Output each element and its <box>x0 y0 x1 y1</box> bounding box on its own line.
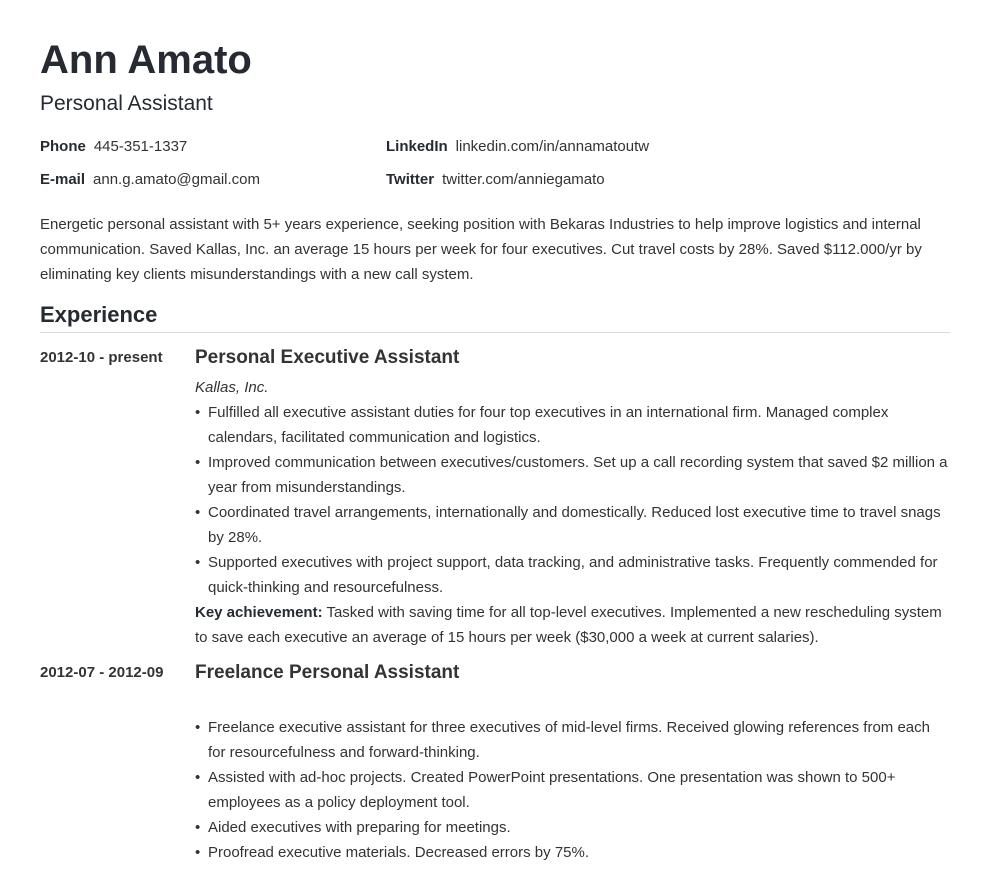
job-title: Personal Executive Assistant <box>195 347 460 368</box>
contact-twitter-value: twitter.com/anniegamato <box>442 171 605 188</box>
key-achievement-label: Key achievement: <box>195 604 323 621</box>
contact-twitter-label: Twitter <box>386 171 435 188</box>
bullet-text: Fulfilled all executive assistant duties for four top executives in an international firm. Managed complex calendars, facilitated communication and logistics. <box>208 404 889 446</box>
list-item <box>195 840 950 865</box>
job-dates: 2012-10 - present <box>40 349 163 366</box>
experience-heading: Experience <box>40 302 158 327</box>
list-item <box>195 715 950 765</box>
list-item <box>195 450 950 500</box>
bullet-text: Improved communication between executives/customers. Set up a call recording system that saved $2 million a year from misunderstandings. <box>208 454 948 496</box>
contact-email <box>40 170 260 190</box>
bullet-text: Assisted with ad-hoc projects. Created PowerPoint presentations. One presentation was shown to 500+ employees as a policy deployment tool. <box>208 769 896 811</box>
bullet-icon: • <box>195 554 201 571</box>
bullet-text: Coordinated travel arrangements, internationally and domestically. Reduced lost executive time to travel snags by 28%. <box>208 504 941 546</box>
key-achievement-text: Tasked with saving time for all top-level executives. Implemented a new rescheduling system to save each executive an average of 15 hours per week ($30,000 a week at current salaries). <box>195 604 942 646</box>
list-item <box>195 500 950 550</box>
bullet-text: Aided executives with preparing for meetings. <box>208 819 511 836</box>
job-bullet-list <box>195 715 950 865</box>
section-divider <box>40 332 950 333</box>
job-dates: 2012-07 - 2012-09 <box>40 664 164 681</box>
bullet-text: Freelance executive assistant for three executives of mid-level firms. Received glowing references from each for resourcefulness and forward-thinking. <box>208 719 930 761</box>
job-title: Freelance Personal Assistant <box>195 662 460 683</box>
bullet-icon: • <box>195 719 201 736</box>
contact-phone-value: 445-351-1337 <box>93 138 188 155</box>
bullet-icon: • <box>195 819 201 836</box>
contact-linkedin <box>386 137 649 157</box>
bullet-icon: • <box>195 404 201 421</box>
list-item <box>195 400 950 450</box>
bullet-text: Supported executives with project support, data tracking, and administrative tasks. Frequently commended for quick-thinking and resourcefulness. <box>208 554 938 596</box>
contact-linkedin-label: LinkedIn <box>386 138 448 155</box>
contact-linkedin-value: linkedin.com/in/annamatoutw <box>455 138 650 155</box>
candidate-title: Personal Assistant <box>40 92 213 115</box>
summary-paragraph: Energetic personal assistant with 5+ years experience, seeking position with Bekaras Industries to help improve logistics and internal communication. Saved Kallas, Inc. an average 15 hours per week for four executives. Cut travel costs by 28%. Saved $112.000/yr by eliminating key clients misunderstandings with a new call system. <box>40 216 922 283</box>
bullet-icon: • <box>195 769 201 786</box>
bullet-icon: • <box>195 504 201 521</box>
key-achievement <box>195 600 950 650</box>
contact-email-label: E-mail <box>40 171 86 188</box>
contact-email-value: ann.g.amato@gmail.com <box>93 171 260 188</box>
list-item <box>195 550 950 600</box>
list-item <box>195 815 950 840</box>
contact-phone <box>40 137 187 157</box>
job-bullet-list <box>195 400 950 600</box>
bullet-text: Proofread executive materials. Decreased errors by 75%. <box>208 844 590 861</box>
contact-phone-label: Phone <box>40 138 86 155</box>
job-company: Kallas, Inc. <box>195 379 269 396</box>
bullet-icon: • <box>195 454 201 471</box>
list-item <box>195 765 950 815</box>
contact-twitter <box>386 170 605 190</box>
bullet-icon: • <box>195 844 201 861</box>
candidate-name: Ann Amato <box>40 38 252 82</box>
